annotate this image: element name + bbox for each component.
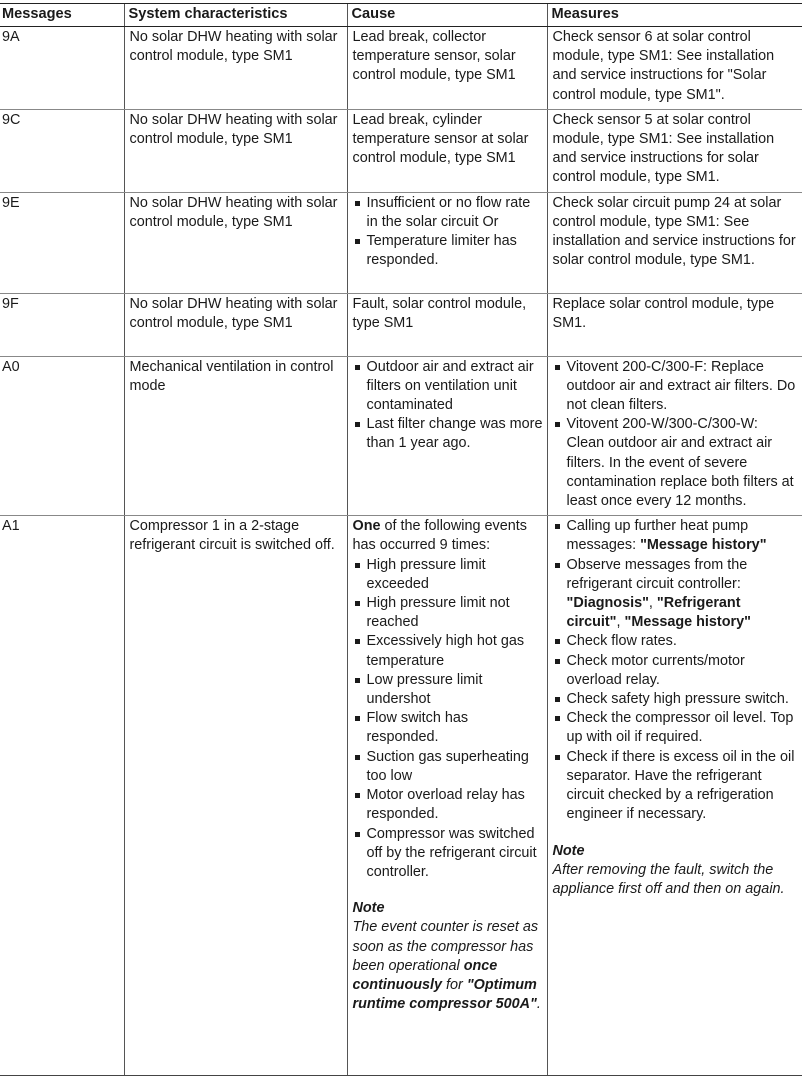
list-item: Check safety high pressure switch. — [553, 690, 799, 709]
system-characteristics: No solar DHW heating with solar control module, type SM1 — [124, 293, 347, 356]
measures: Check sensor 6 at solar control module, type SM1: See installation and service instructions for "Solar control module, type SM1". — [547, 27, 802, 110]
cause: Lead break, collector temperature sensor, solar control module, type SM1 — [347, 27, 547, 110]
table-row — [0, 516, 802, 1076]
measures-list — [553, 517, 799, 824]
measures-note-body: After removing the fault, switch the appliance first off and then on again. — [552, 861, 785, 897]
cause: Fault, solar control module, type SM1 — [347, 293, 547, 356]
list-item: Outdoor air and extract air filters on ventilation unit contaminated — [353, 358, 543, 416]
list-item: Check if there is excess oil in the oil separator. Have the refrigerant circuit checked by a refrigeration engineer if necessary. — [553, 748, 799, 825]
cause — [347, 192, 547, 293]
message-code: 9A — [0, 27, 124, 110]
item-emphasis: "Diagnosis" — [566, 595, 649, 612]
list-item: Temperature limiter has responded. — [353, 232, 543, 270]
cause — [347, 516, 547, 1076]
cause-intro-text: of the following events has occurred 9 times: — [352, 518, 527, 554]
system-characteristics: No solar DHW heating with solar control module, type SM1 — [124, 27, 347, 110]
measures-list — [553, 358, 799, 512]
note-text: for — [442, 976, 467, 993]
messages-table — [0, 3, 802, 1076]
cause-intro-bold: One — [352, 518, 381, 535]
item-emphasis: "Message history" — [624, 614, 751, 631]
cause-intro — [353, 517, 543, 555]
list-item: Flow switch has responded. — [353, 709, 543, 747]
table-row — [0, 109, 802, 192]
note-emphasis: once continuously — [352, 957, 498, 993]
list-item: Suction gas superheating too low — [353, 748, 543, 786]
list-item: Excessively high hot gas temperature — [353, 632, 543, 670]
system-characteristics: Compressor 1 in a 2-stage refrigerant circuit is switched off. — [124, 516, 347, 1076]
measures: Replace solar control module, type SM1. — [547, 293, 802, 356]
message-code: A1 — [0, 516, 124, 1076]
table-row — [0, 293, 802, 356]
list-item: Check motor currents/motor overload relay. — [553, 652, 799, 690]
cause-list — [353, 556, 543, 882]
item-emphasis: "Refrigerant circuit" — [566, 595, 741, 631]
cause-list — [353, 358, 543, 454]
table-header-row — [0, 4, 802, 27]
cause-note-body — [353, 918, 543, 1014]
list-item: Vitovent 200-W/300-C/300-W: Clean outdoor air and extract air filters. In the event of severe contamination replace both filters at least once every 12 months. — [553, 415, 799, 511]
measures-note-title: Note — [552, 842, 585, 859]
item-text: Calling up further heat pump messages: — [566, 518, 749, 554]
measures: Check solar circuit pump 24 at solar control module, type SM1: See installation and service instructions for solar control module, type SM1. — [547, 192, 802, 293]
cause — [347, 356, 547, 516]
list-item: Motor overload relay has responded. — [353, 786, 543, 824]
system-characteristics: No solar DHW heating with solar control module, type SM1 — [124, 109, 347, 192]
cause-note-title: Note — [352, 900, 385, 917]
list-item: Check flow rates. — [553, 632, 799, 651]
header-messages: Messages — [0, 4, 124, 27]
table-row — [0, 27, 802, 110]
note-text: The event counter is reset as soon as the compressor has been operational — [352, 919, 539, 974]
table-row — [0, 356, 802, 516]
cause: Lead break, cylinder temperature sensor at solar control module, type SM1 — [347, 109, 547, 192]
list-item: Low pressure limit undershot — [353, 671, 543, 709]
list-item: Vitovent 200-C/300-F: Replace outdoor air and extract air filters. Do not clean filters. — [553, 358, 799, 416]
measures: Check sensor 5 at solar control module, type SM1: See installation and service instructions for solar control module, type SM1. — [547, 109, 802, 192]
list-item — [553, 517, 799, 555]
measures — [547, 356, 802, 516]
list-item: Insufficient or no flow rate in the solar circuit Or — [353, 194, 543, 232]
header-measures: Measures — [547, 4, 802, 27]
list-item: High pressure limit exceeded — [353, 556, 543, 594]
item-text: , — [648, 595, 657, 612]
item-emphasis: "Message history" — [640, 537, 767, 554]
system-characteristics: Mechanical ventilation in control mode — [124, 356, 347, 516]
table-row — [0, 192, 802, 293]
item-text: , — [616, 614, 625, 631]
list-item — [553, 556, 799, 633]
measures — [547, 516, 802, 1076]
system-characteristics: No solar DHW heating with solar control module, type SM1 — [124, 192, 347, 293]
cause-list — [353, 194, 543, 271]
list-item: Check the compressor oil level. Top up with oil if required. — [553, 709, 799, 747]
message-code: A0 — [0, 356, 124, 516]
item-text: Observe messages from the refrigerant circuit controller: — [566, 556, 748, 592]
list-item: High pressure limit not reached — [353, 594, 543, 632]
note-text: . — [536, 996, 541, 1013]
list-item: Compressor was switched off by the refrigerant circuit controller. — [353, 825, 543, 883]
message-code: 9E — [0, 192, 124, 293]
message-code: 9F — [0, 293, 124, 356]
note-emphasis: "Optimum runtime compressor 500A" — [352, 976, 537, 1013]
header-cause: Cause — [347, 4, 547, 27]
header-system-characteristics: System characteristics — [124, 4, 347, 27]
message-code: 9C — [0, 109, 124, 192]
list-item: Last filter change was more than 1 year ago. — [353, 415, 543, 453]
